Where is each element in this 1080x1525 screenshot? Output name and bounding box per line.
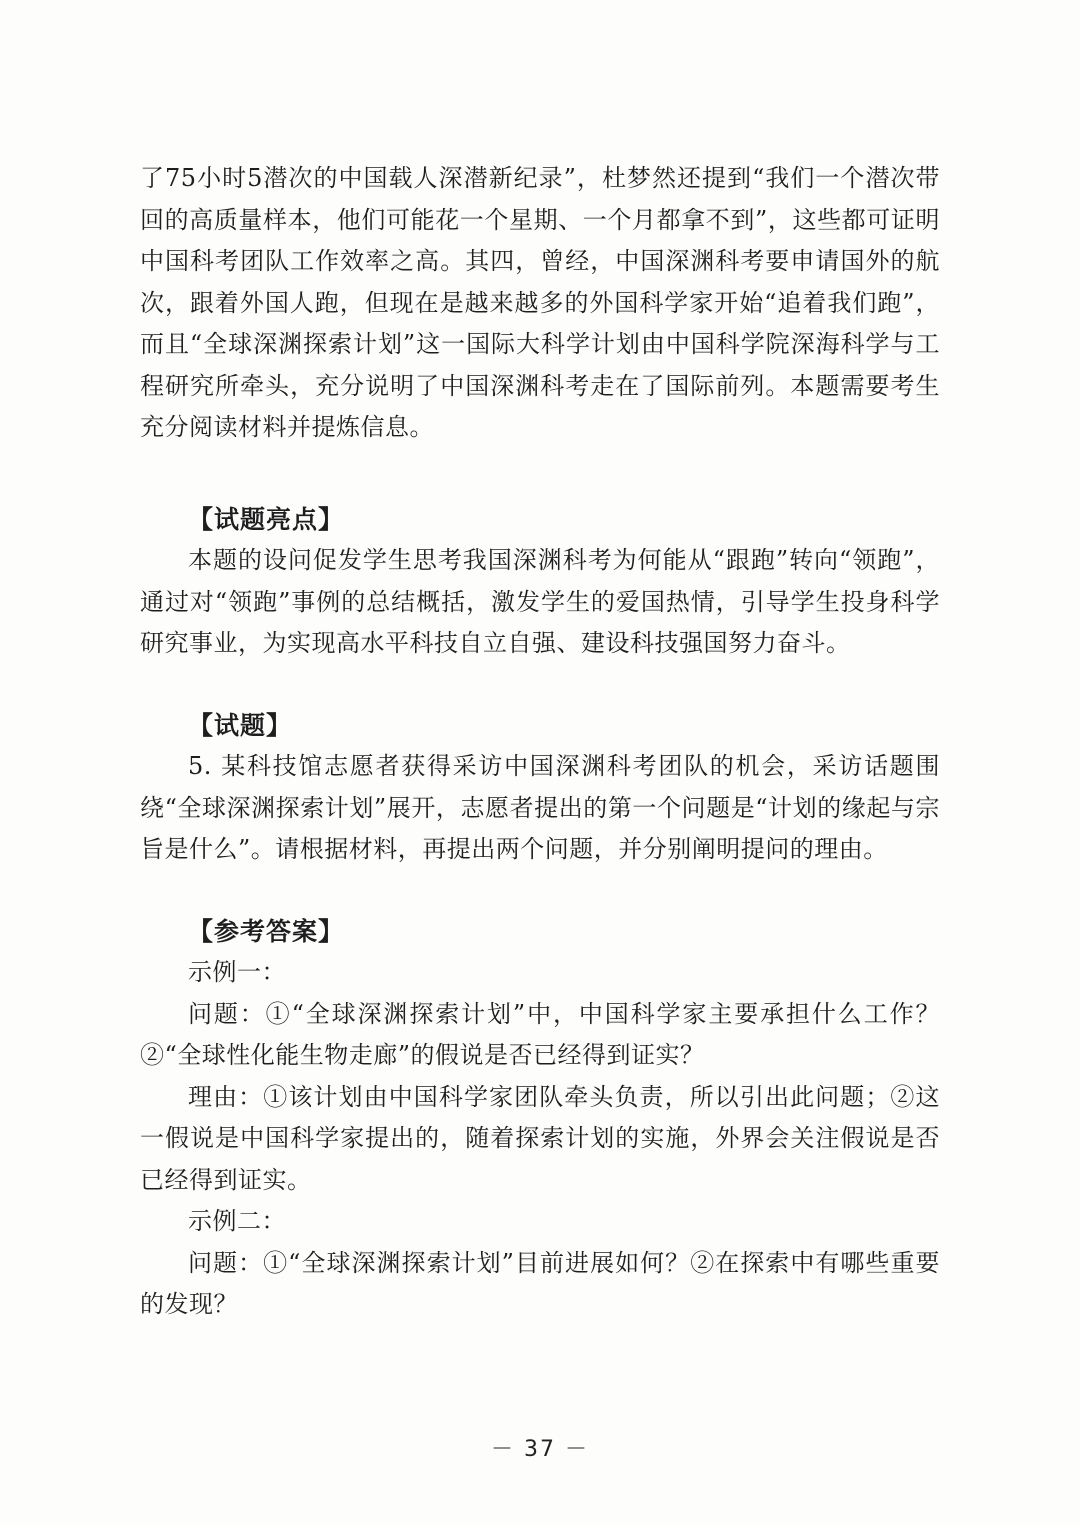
- highlights-heading: 【试题亮点】: [188, 504, 345, 534]
- intro-paragraph: 了75小时5潜次的中国载人深潜新纪录”，杜梦然还提到“我们一个潜次带回的高质量样本，他们可能花一个星期、一个月都拿不到”，这些都可证明中国科考团队工作效率之高。其四，曾经，中国深渊科考要申请国外的航次，跟着外国人跑，但现在是越来越多的外国科学家开始“追着我们跑”，而且“全球深渊探索计划”这一国际大科学计划由中国科学院深海科学与工程研究所牵头，充分说明了中国深渊科考走在了国际前列。本题需要考生充分阅读材料并提炼信息。: [140, 164, 940, 441]
- page-content: [140, 158, 940, 1326]
- section-spacer: [140, 871, 940, 911]
- question-heading: 【试题】: [188, 710, 293, 740]
- example1-reason: 理由：①该计划由中国科学家团队牵头负责，所以引出此问题；②这一假说是中国科学家提出的，随着探索计划的实施，外界会关注假说是否已经得到证实。: [140, 1082, 940, 1194]
- example1-label: 示例一：: [188, 958, 286, 986]
- page-number: － 37 －: [491, 1437, 589, 1462]
- example2-label: 示例二：: [188, 1207, 286, 1235]
- section-spacer: [140, 449, 940, 499]
- answer-heading: 【参考答案】: [188, 916, 345, 946]
- highlights-paragraph: 本题的设问促发学生思考我国深渊科考为何能从“跟跑”转向“领跑”，通过对“领跑”事例的总结概括，激发学生的爱国热情，引导学生投身科学研究事业，为实现高水平科技自立自强、建设科技强国努力奋斗。: [140, 546, 940, 657]
- example1-question: 问题：①“全球深渊探索计划”中，中国科学家主要承担什么工作？②“全球性化能生物走廊”的假说是否已经得到证实？: [140, 999, 940, 1069]
- section-spacer: [140, 665, 940, 705]
- example2-question: 问题：①“全球深渊探索计划”目前进展如何？②在探索中有哪些重要的发现？: [140, 1248, 940, 1318]
- question-paragraph: 5. 某科技馆志愿者获得采访中国深渊科考团队的机会，采访话题围绕“全球深渊探索计划”展开，志愿者提出的第一个问题是“计划的缘起与宗旨是什么”。请根据材料，再提出两个问题，并分别阐明提问的理由。: [140, 752, 940, 863]
